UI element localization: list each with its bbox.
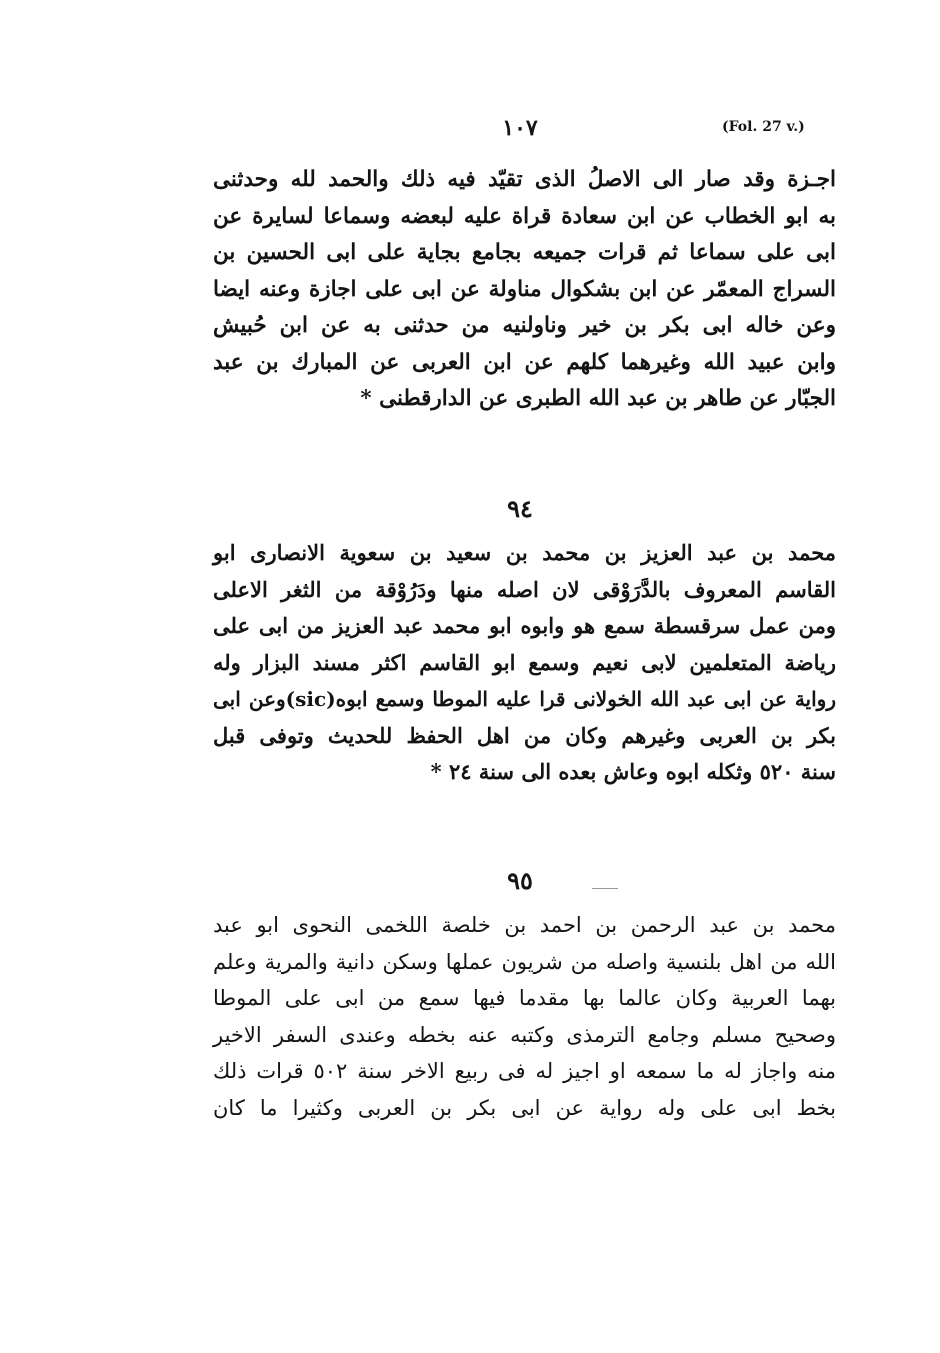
entry-number-94: ٩٤ xyxy=(507,494,533,523)
text-line: رواية عن ابى عبد الله الخولانى قرا عليه الموطا وسمع ابوه(sic)وعن ابى xyxy=(213,687,836,711)
text-line: الجبّار عن طاهر بن عبد الله الطبرى عن الدارقطنى * xyxy=(360,386,836,411)
text-line: محمد بن عبد الرحمن بن احمد بن خلصة اللخمى النحوى ابو عبد xyxy=(213,913,836,937)
text-line: وعن خاله ابى بكر بن خير وناولنيه من حدثنى به عن ابن حُبيش xyxy=(213,313,836,338)
entry-95 xyxy=(213,907,836,1126)
text-line: منه واجاز له ما سمعه او اجيز له فى ربيع الاخر سنة ٥٠٢ قرات ذلك xyxy=(213,1059,837,1083)
text-line: ومن عمل سرقسطة سمع هو وابوه ابو محمد عبد العزيز من ابى على xyxy=(213,613,836,638)
text-line: وابن عبيد الله وغيرهما كلهم عن ابن العربى عن المبارك بن عبد xyxy=(213,349,836,375)
text-line: بهما العربية وكان عالما بها مقدما فيها سمع من ابى على الموطا xyxy=(213,986,836,1010)
text-line: سنة ٥٢٠ وثكله ابوه وعاش بعده الى سنة ٢٤ * xyxy=(430,759,836,784)
text-line: الله من اهل بلنسية واصله من شريون عملها وسكن دانية والمرية وعلم xyxy=(213,949,836,974)
text-line: القاسم المعروف بالدَّرَوْقى لان اصله منها ودَرُوْقة من الثغر الاعلى xyxy=(213,576,836,602)
divider xyxy=(592,888,618,889)
page-number: ١٠٧ xyxy=(502,115,538,141)
folio-reference: (Fol. 27 v.) xyxy=(722,119,805,135)
entry-94 xyxy=(213,535,836,791)
entry-number-95: ٩٥ xyxy=(507,866,533,895)
text-line: محمد بن عبد العزيز بن محمد بن سعيد بن سعوية الانصارى ابو xyxy=(213,540,836,565)
text-line: به ابو الخطاب عن ابن سعادة قراة عليه لبعضه وسماعا لسايرة عن xyxy=(213,203,836,229)
text-line: اجـزة وقد صار الى الاصلُ الذى تقيّد فيه ذلك والحمد لله وحدثنى xyxy=(213,167,836,192)
text-line: بخط ابى على وله رواية عن ابى بكر بن العربى وكثيرا ما كان xyxy=(213,1095,836,1120)
text-line: بكر بن العربى وغيرهم وكان من اهل الحفظ للحديث وتوفى قبل xyxy=(213,722,836,748)
text-line: رياضة المتعلمين لابى نعيم وسمع ابو القاسم اكثر مسند البزار وله xyxy=(213,649,836,675)
text-line: ابى على سماعا ثم قرات جميعه بجامع بجاية على ابى الحسين بن xyxy=(213,240,836,265)
text-line: وصحيح مسلم وجامع الترمذى وكتبه عنه بخطه وعندى السفر الاخير xyxy=(213,1022,836,1047)
entry-93-continuation xyxy=(213,162,836,418)
text-line: السراج المعمّر عن ابن بشكوال مناولة عن ابى على اجازة وعنه ايضا xyxy=(213,276,836,302)
